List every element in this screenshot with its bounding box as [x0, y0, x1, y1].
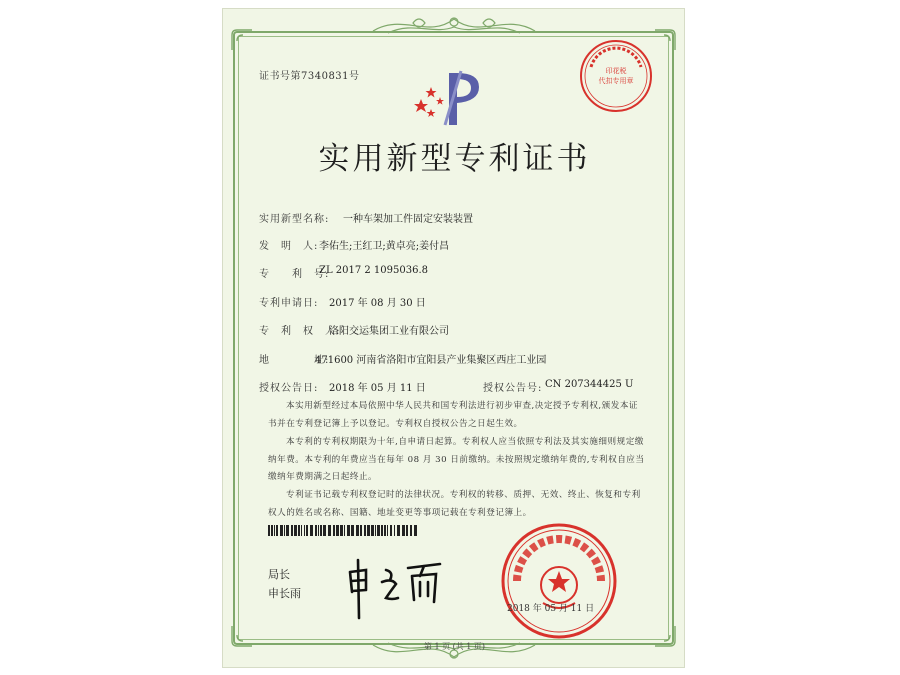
tax-seal-stamp-icon — [577, 37, 655, 115]
address-value: 471600 河南省洛阳市宜阳县产业集聚区西庄工业园 — [315, 355, 547, 366]
barcode-bar — [274, 525, 275, 536]
barcode-bar — [360, 525, 362, 536]
barcode-bar — [375, 525, 376, 536]
barcode-bar — [315, 525, 317, 536]
barcode-bar — [304, 525, 305, 536]
barcode-bar — [347, 525, 350, 536]
barcode — [268, 525, 418, 536]
paragraph-grant-decision: 本实用新型经过本局依照中华人民共和国专利法进行初步审查,决定授予专利权,颁发本证书并在专利登记簿上予以登记。专利权自授权公告之日起生效。 — [268, 401, 639, 429]
barcode-bar — [320, 525, 322, 536]
barcode-bar — [406, 525, 408, 536]
barcode-bar — [367, 525, 370, 536]
director-title: 局长 — [268, 568, 290, 581]
cnipa-logo-icon — [409, 67, 491, 129]
barcode-bar — [410, 525, 412, 536]
barcode-bar — [402, 525, 405, 536]
certificate-number: 证书号第7340831号 — [259, 71, 360, 82]
barcode-bar — [310, 525, 313, 536]
barcode-bar — [387, 525, 388, 536]
svg-text:印花税: 印花税 — [605, 67, 627, 75]
grant-date-label: 授权公告日: — [259, 383, 319, 394]
inventor-label: 发 明 人: — [259, 241, 319, 252]
seal-date: 2018 年 05 月 11 日 — [507, 604, 595, 614]
page-footer: 第 1 页 (共 1 页) — [423, 642, 486, 651]
inventor-value: 李佑生;王红卫;黄卓亮;姜付昌 — [319, 241, 450, 252]
barcode-bar — [414, 525, 417, 536]
barcode-bar — [390, 525, 392, 536]
grant-date-value: 2018 年 05 月 11 日 — [329, 383, 426, 394]
barcode-bar — [336, 525, 339, 536]
barcode-bar — [377, 525, 380, 536]
barcode-bar — [328, 525, 331, 536]
barcode-bar — [318, 525, 319, 536]
svg-text:代扣专用章: 代扣专用章 — [598, 77, 634, 85]
handwritten-signature-icon — [344, 552, 444, 624]
barcode-bar — [286, 525, 289, 536]
barcode-bar — [268, 525, 270, 536]
corner-ornament-icon — [652, 27, 678, 53]
utility-model-name-value: 一种车架加工件固定安装装置 — [343, 214, 473, 225]
patent-certificate — [222, 8, 685, 668]
barcode-bar — [384, 525, 386, 536]
barcode-bar — [276, 525, 278, 536]
barcode-bar — [294, 525, 297, 536]
corner-ornament-icon — [229, 27, 255, 53]
patentee-label: 专 利 权 人: — [259, 326, 341, 337]
barcode-bar — [333, 525, 335, 536]
barcode-bar — [306, 525, 308, 536]
barcode-bar — [397, 525, 400, 536]
barcode-bar — [271, 525, 273, 536]
barcode-bar — [344, 525, 345, 536]
barcode-bar — [301, 525, 302, 536]
barcode-bar — [351, 525, 354, 536]
patentee-value: 洛阳交运集团工业有限公司 — [329, 326, 449, 337]
grant-number-label: 授权公告号: — [483, 383, 543, 394]
barcode-bar — [280, 525, 283, 536]
director-name: 申长雨 — [268, 587, 301, 600]
paragraph-legal-status: 专利证书记载专利权登记时的法律状况。专利权的转移、质押、无效、终止、恢复和专利权人的姓名或名称、国籍、地址变更等事项记载在专利登记簿上。 — [268, 490, 641, 518]
barcode-bar — [394, 525, 395, 536]
address-label: 地 址: — [259, 355, 330, 366]
application-date-value: 2017 年 08 月 30 日 — [329, 298, 426, 309]
barcode-bar — [381, 525, 383, 536]
grant-number-value: CN 207344425 U — [545, 379, 634, 390]
certificate-title: 实用新型专利证书 — [318, 141, 591, 177]
barcode-bar — [371, 525, 374, 536]
paragraph-term-and-fees: 本专利的专利权期限为十年,自申请日起算。专利权人应当依照专利法及其实施细则规定缴纳年费。本专利的年费应当在每年 08 月 30 日前缴纳。未按照规定缴纳年费的,专利权自应当缴纳年费期满之日起终止。 — [268, 437, 645, 482]
barcode-bar — [340, 525, 343, 536]
barcode-bar — [356, 525, 359, 536]
sipo-official-seal-icon — [499, 521, 619, 641]
utility-model-name-label: 实用新型名称: — [259, 214, 330, 225]
application-date-label: 专利申请日: — [259, 298, 319, 309]
patent-number-value: ZL 2017 2 1095036.8 — [319, 265, 429, 276]
barcode-bar — [323, 525, 326, 536]
barcode-bar — [291, 525, 293, 536]
barcode-bar — [284, 525, 285, 536]
barcode-bar — [298, 525, 300, 536]
patent-number-label: 专 利 号: — [259, 269, 330, 280]
barcode-bar — [364, 525, 366, 536]
